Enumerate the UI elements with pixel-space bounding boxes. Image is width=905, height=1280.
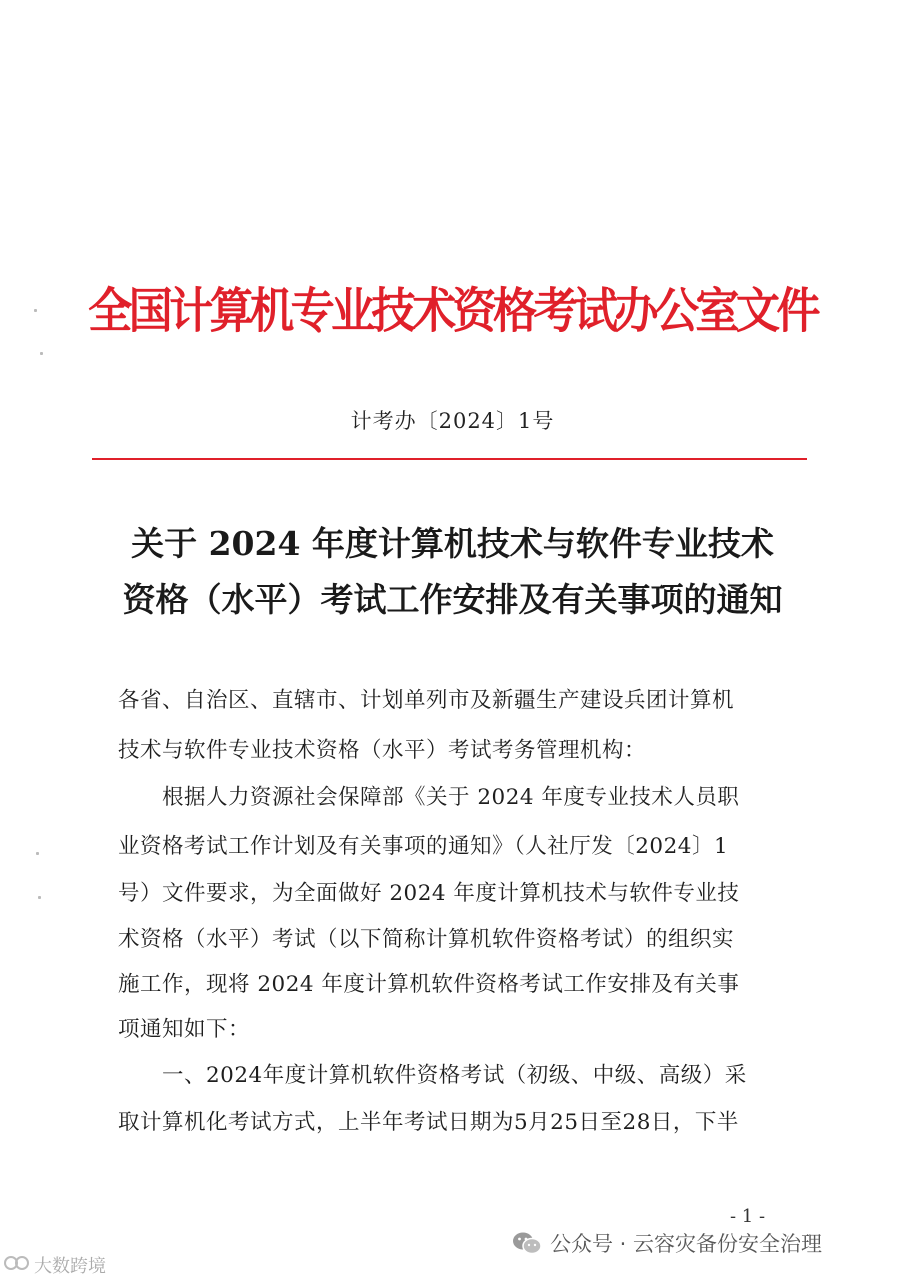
body-text-line: 根据人力资源社会保障部《关于 2024 年度专业技术人员职 <box>118 785 740 810</box>
page-number: - 1 - <box>730 1206 766 1227</box>
wechat-watermark <box>512 1228 822 1258</box>
scan-speck <box>40 352 43 355</box>
document-header-title: 全国计算机专业技术资格考试办公室文件 <box>88 283 817 339</box>
body-text-line: 技术与软件专业技术资格（水平）考试考务管理机构： <box>118 738 647 763</box>
corner-watermark-label: 大数跨境 <box>34 1256 106 1277</box>
notice-title-line-1: 关于 2024 年度计算机技术与软件专业技术 <box>131 524 774 563</box>
body-text-line: 业资格考试工作计划及有关事项的通知》（人社厅发〔2024〕1 <box>118 834 729 859</box>
wechat-icon <box>512 1230 542 1256</box>
body-text-line: 号）文件要求，为全面做好 2024 年度计算机技术与软件专业技 <box>118 881 740 906</box>
corner-watermark <box>4 1252 106 1278</box>
scan-speck <box>38 896 41 899</box>
body-text-line: 取计算机化考试方式，上半年考试日期为5月25日至28日，下半 <box>118 1110 739 1135</box>
body-text-line: 一、2024年度计算机软件资格考试（初级、中级、高级）采 <box>118 1063 747 1088</box>
body-text-line: 各省、自治区、直辖市、计划单列市及新疆生产建设兵团计算机 <box>118 688 735 713</box>
document-number: 计考办〔2024〕1号 <box>350 409 555 433</box>
notice-title-line-2: 资格（水平）考试工作安排及有关事项的通知 <box>122 580 783 619</box>
body-text-line: 施工作，现将 2024 年度计算机软件资格考试工作安排及有关事 <box>118 972 740 997</box>
wechat-account-label: 公众号 · 云容灾备份安全治理 <box>550 1232 823 1256</box>
body-text-line: 项通知如下： <box>118 1017 251 1042</box>
red-divider-line <box>92 458 807 460</box>
body-text-line: 术资格（水平）考试（以下简称计算机软件资格考试）的组织实 <box>118 927 735 952</box>
scan-speck <box>36 852 39 855</box>
logo-icon <box>4 1254 30 1277</box>
